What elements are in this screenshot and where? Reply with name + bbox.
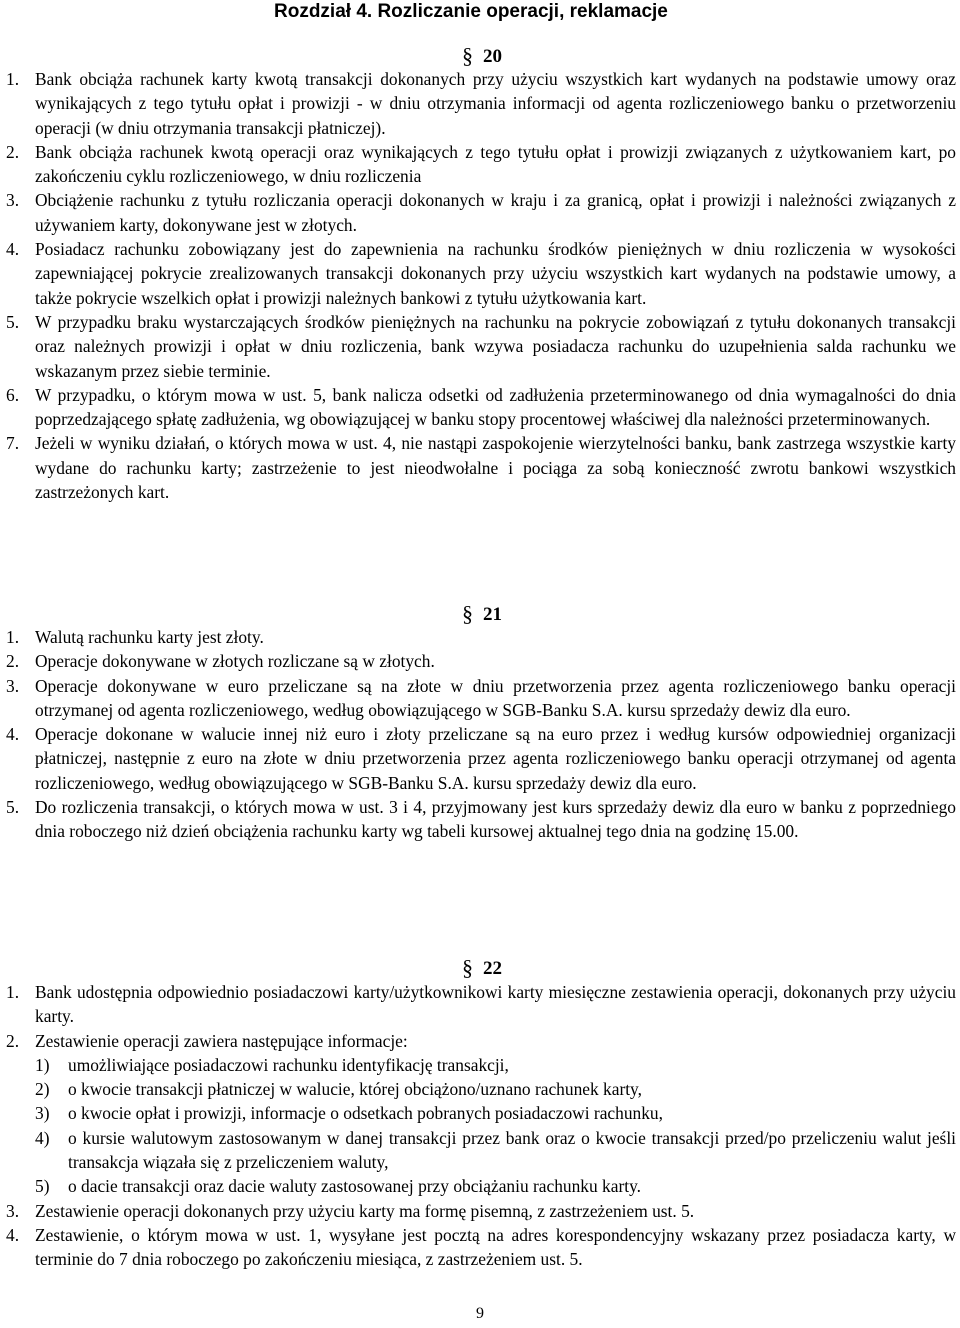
paragraph-number: 4. bbox=[6, 724, 20, 745]
paragraph bbox=[6, 431, 956, 504]
sub-item-text: o dacie transakcji oraz dacie waluty zastosowanej przy obciążaniu rachunku karty. bbox=[68, 1176, 641, 1197]
paragraph-number: 5. bbox=[6, 797, 20, 818]
sub-item-number: 2) bbox=[35, 1079, 50, 1100]
section-heading-22 bbox=[0, 956, 960, 981]
paragraph-number: 2. bbox=[6, 1030, 20, 1051]
paragraph bbox=[6, 649, 956, 673]
paragraph-text: Obciążenie rachunku z tytułu rozliczania operacji dokonanych w kraju i za granicą, opłat i prowizji i należności związanych z używaniem karty, dokonywane jest w złotych. bbox=[35, 190, 956, 235]
paragraph-text: W przypadku, o którym mowa w ust. 5, bank nalicza odsetki od zadłużenia przeterminowanego od dnia wymagalności do dnia poprzedzającego spłatę zadłużenia, wg obowiązującej w banku stopy procentowej właściwej dla należności przeterminowanych. bbox=[35, 384, 956, 430]
paragraph-number: 2. bbox=[6, 651, 20, 672]
paragraph bbox=[6, 1029, 956, 1053]
sub-item bbox=[6, 1126, 956, 1175]
sub-item-number: 1) bbox=[35, 1054, 50, 1075]
paragraph-text: Zestawienie operacji zawiera następujące informacje: bbox=[35, 1030, 408, 1051]
chapter-title: Rozdział 4. Rozliczanie operacji, reklamacje bbox=[274, 1, 668, 22]
paragraph bbox=[6, 795, 956, 844]
paragraph bbox=[6, 67, 956, 140]
section-mark: § bbox=[462, 601, 473, 626]
section-mark: § bbox=[462, 43, 473, 68]
paragraph-text: Operacje dokonywane w złotych rozliczane są w złotych. bbox=[35, 651, 435, 672]
section-mark: § bbox=[462, 955, 473, 980]
paragraph bbox=[6, 1223, 956, 1272]
paragraph-number: 7. bbox=[6, 433, 20, 454]
paragraph-number: 4. bbox=[6, 239, 20, 260]
paragraph-number: 1. bbox=[6, 982, 20, 1002]
sub-item-number: 5) bbox=[35, 1176, 50, 1197]
section-body-20 bbox=[6, 67, 956, 504]
paragraph bbox=[6, 310, 956, 383]
paragraph-text: Zestawienie, o którym mowa w ust. 1, wysyłane jest pocztą na adres korespondencyjny wskazany przez posiadacza karty, w terminie do 7 dnia roboczego po zakończeniu miesiąca, z zastrzeżeniem ust. 5. bbox=[35, 1224, 956, 1270]
paragraph bbox=[6, 674, 956, 723]
paragraph-number: 3. bbox=[6, 675, 20, 696]
sub-item bbox=[6, 1174, 956, 1198]
sub-item bbox=[6, 1053, 956, 1077]
paragraph bbox=[6, 980, 956, 1029]
sub-item bbox=[6, 1077, 956, 1101]
section-heading-21 bbox=[0, 602, 960, 627]
paragraph-number: 2. bbox=[6, 141, 20, 162]
paragraph-text: Bank obciąża rachunek karty kwotą transakcji dokonanych przy użyciu wszystkich kart wydanych na podstawie umowy oraz wynikających z tego tytułu opłat i prowizji - w dniu otrzymania informacji od agenta rozliczeniowego banku o przetworzeniu operacji (w dniu otrzymania transakcji płatniczej). bbox=[35, 69, 956, 138]
section-number: 22 bbox=[483, 958, 502, 979]
paragraph-number: 3. bbox=[6, 190, 20, 211]
paragraph bbox=[6, 722, 956, 795]
paragraph-text: Posiadacz rachunku zobowiązany jest do zapewnienia na rachunku środków pieniężnych w dniu rozliczenia w wysokości zapewniającej pokrycie zrealizowanych transakcji dokonanych przy użyciu wszystkich kart wydanych na podstawie umowy, a także pokrycie wszelkich opłat i prowizji należnych bankowi z tytułu użytkowania kart. bbox=[35, 239, 956, 308]
paragraph-text: W przypadku braku wystarczających środków pieniężnych na rachunku na pokrycie zobowiązań z tytułu dokonanych transakcji oraz należnych prowizji i opłat w dniu rozliczenia, bank wzywa posiadacza rachunku do uzupełnienia salda rachunku we wskazanym przez siebie terminie. bbox=[35, 311, 956, 381]
paragraph-text: Operacje dokonane w walucie innej niż euro i złoty przeliczane są na euro przez i według kursów odpowiedniej organizacji płatniczej, następnie z euro na złote w dniu przetworzenia przez agenta rozliczeniowego banku operacji otrzymanej od agenta rozliczeniowego, według obowiązującego w SGB-Banku S.A. kursu sprzedaży dewiz dla euro. bbox=[35, 724, 956, 793]
sub-item-number: 4) bbox=[35, 1127, 50, 1148]
section-number: 21 bbox=[483, 604, 502, 625]
paragraph-number: 5. bbox=[6, 311, 20, 332]
sub-item-text: o kwocie transakcji płatniczej w walucie, której obciążono/uznano rachunek karty, bbox=[68, 1079, 642, 1100]
paragraph-number: 1. bbox=[6, 69, 20, 89]
paragraph-text: Jeżeli w wyniku działań, o których mowa w ust. 4, nie nastąpi zaspokojenie wierzytelności banku, bank zastrzega wszystkie karty wydane do rachunku karty; zastrzeżenie to jest nieodwołalne i pociąga za sobą konieczność zwrotu bankowi wszystkich zastrzeżonych kart. bbox=[35, 433, 956, 503]
sub-item bbox=[6, 1101, 956, 1125]
paragraph bbox=[6, 625, 956, 649]
section-body-21 bbox=[6, 625, 956, 844]
section-heading-20 bbox=[0, 44, 960, 69]
paragraph-number: 3. bbox=[6, 1200, 20, 1221]
paragraph-number: 6. bbox=[6, 384, 20, 405]
paragraph-text: Walutą rachunku karty jest złoty. bbox=[35, 627, 264, 647]
paragraph-text: Do rozliczenia transakcji, o których mowa w ust. 3 i 4, przyjmowany jest kurs sprzedaży dewiz dla euro w banku z poprzedniego dnia roboczego niż dzień obciążenia rachunku karty wg tabeli kursowej aktualnej tego dnia na godzinę 15.00. bbox=[35, 797, 956, 842]
paragraph-number: 1. bbox=[6, 627, 20, 647]
sub-item-number: 3) bbox=[35, 1103, 50, 1124]
paragraph bbox=[6, 1199, 956, 1223]
section-body-22 bbox=[6, 980, 956, 1272]
section-number: 20 bbox=[483, 46, 502, 67]
paragraph-text: Bank obciąża rachunek kwotą operacji oraz wynikających z tego tytułu opłat i prowizji związanych z użytkowaniem kart, po zakończeniu cyklu rozliczeniowego, w dniu rozliczenia bbox=[35, 141, 956, 187]
paragraph-text: Operacje dokonywane w euro przeliczane są na złote w dniu przetworzenia przez agenta rozliczeniowego banku operacji otrzymanej od agenta rozliczeniowego, według obowiązującego w SGB-Banku S.A. kursu sprzedaży dewiz dla euro. bbox=[35, 675, 956, 720]
paragraph bbox=[6, 188, 956, 237]
paragraph-number: 4. bbox=[6, 1224, 20, 1245]
sub-item-text: o kursie walutowym zastosowanym w danej transakcji przez bank oraz o kwocie transakcji przed/po przeliczeniu walut jeśli transakcja wiązała się z przeliczeniem waluty, bbox=[68, 1127, 956, 1173]
paragraph-text: Zestawienie operacji dokonanych przy użyciu karty ma formę pisemną, z zastrzeżeniem ust. 5. bbox=[35, 1200, 695, 1221]
sub-item-text: umożliwiające posiadaczowi rachunku identyfikację transakcji, bbox=[68, 1054, 509, 1075]
paragraph-text: Bank udostępnia odpowiednio posiadaczowi karty/użytkownikowi karty miesięczne zestawienia operacji, dokonanych przy użyciu karty. bbox=[35, 982, 956, 1027]
paragraph bbox=[6, 383, 956, 432]
page-number: 9 bbox=[476, 1305, 484, 1322]
paragraph bbox=[6, 237, 956, 310]
paragraph bbox=[6, 140, 956, 189]
sub-item-text: o kwocie opłat i prowizji, informacje o odsetkach pobranych posiadaczowi rachunku, bbox=[68, 1103, 663, 1124]
